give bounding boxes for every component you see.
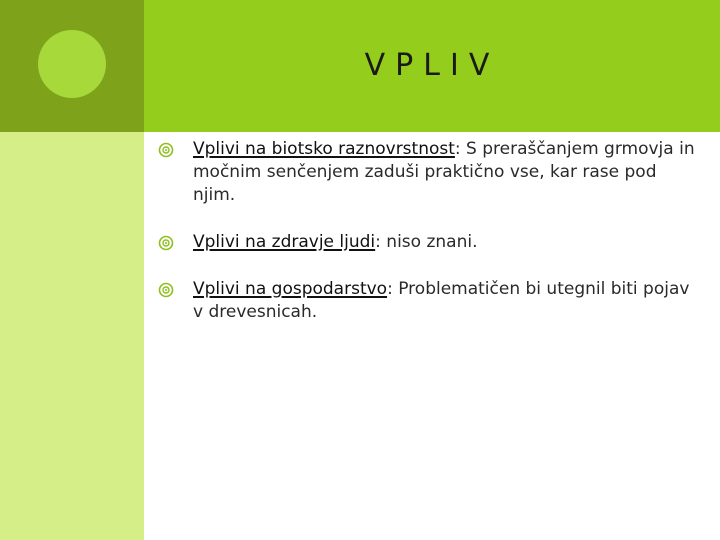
bullet-term: Vplivi na biotsko raznovrstnost: [193, 139, 455, 159]
slide-title: VPLIV: [364, 48, 500, 83]
bullet-term: Vplivi na zdravje ljudi: [193, 232, 376, 252]
bullet-item-economy: [158, 278, 703, 324]
target-bullet-icon: [158, 282, 174, 298]
bullet-text: S preraščanjem grmovja in močnim senčenjem zaduši praktično vse, kar rase pod njim.: [193, 139, 695, 205]
bullet-list: [158, 138, 703, 348]
bullet-separator: :: [387, 279, 399, 299]
bullet-separator: :: [454, 139, 467, 159]
bullet-item-biodiversity: [158, 138, 703, 207]
bullet-item-health: [158, 231, 703, 254]
bullet-separator: :: [375, 232, 387, 252]
bullet-text: niso znani.: [386, 232, 478, 252]
decorative-circle: [38, 30, 106, 98]
target-bullet-icon: [158, 142, 174, 158]
target-bullet-icon: [158, 235, 174, 251]
bullet-text: Problematičen bi utegnil biti pojav v drevesnicah.: [193, 279, 690, 322]
left-accent-band-bottom: [0, 132, 144, 540]
bullet-term: Vplivi na gospodarstvo: [193, 279, 388, 299]
